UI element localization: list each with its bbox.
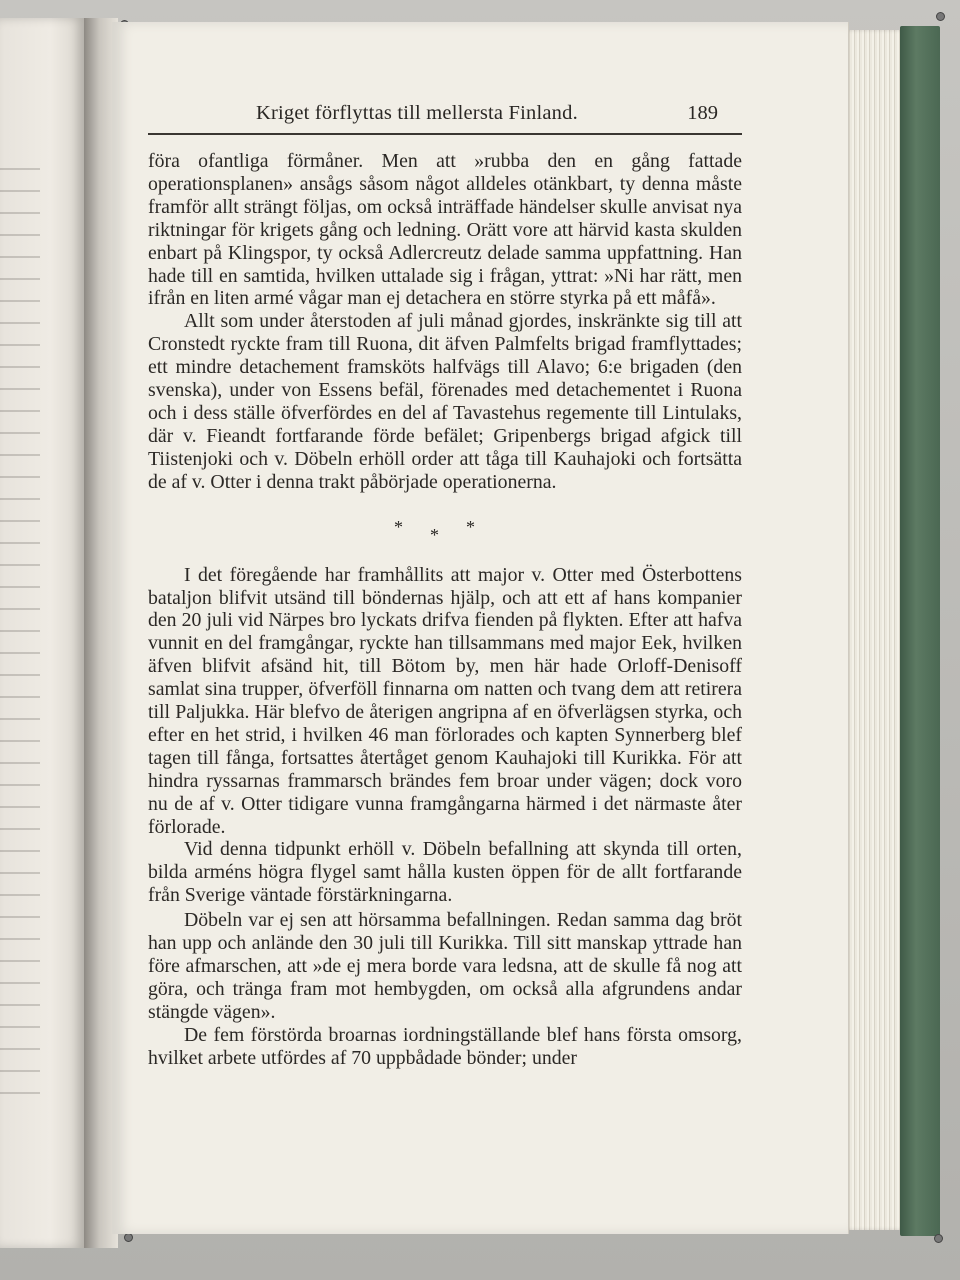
green-book-cover bbox=[900, 26, 940, 1236]
paragraph-1: föra ofantliga förmåner. Men att »rubba den en gång fattade operationsplanen» ansågs såsom något alldeles otänkbart, ty denna måste framför allt strängt följas, om också inträffade händelser skulle anvisat nya riktningar för krigets gång och ledning. Orätt vore att härvid kasta skulden enbart på Klingspor, ty också Adlercreutz delade samma uppfattning. Han hade till en samtida, hvilken uttalade sig i frågan, yttrat: »Ni har rätt, men ifrån en liten armé vågar man ej detachera en större styrka på ett måfå». bbox=[148, 150, 742, 310]
section-separator bbox=[148, 494, 742, 556]
header-rule bbox=[148, 133, 742, 135]
corner-pin-bottom-right bbox=[934, 1234, 943, 1243]
page-block-edge bbox=[842, 30, 904, 1230]
corner-pin-top-right bbox=[936, 12, 945, 21]
book-page bbox=[112, 22, 848, 1234]
page-header bbox=[148, 102, 748, 126]
page-number: 189 bbox=[687, 102, 718, 124]
paragraph-6: De fem förstörda broarnas iordningställande blef hans första omsorg, hvilket arbete utfördes af 70 uppbådade bönder; under bbox=[148, 1023, 742, 1069]
asterisk-3: * bbox=[466, 516, 475, 537]
asterisk-1: * bbox=[394, 516, 403, 537]
left-page-text-fragment bbox=[0, 168, 40, 1108]
paragraph-2: Allt som under återstoden af juli månad gjordes, inskränkte sig till att Cronstedt ryckte fram till Ruona, dit äfven Palmfelts brigad framflyttades; ett mindre detachement framsköts halfvägs till Alavo; 6:e brigaden (den svenska), under von Essens befäl, förenades med detachementet i Ruona och i dess ställe öfverfördes en del af Tavastehus regemente till Lintulaks, där v. Fieandt fortfarande förde befälet; Gripenbergs brigad afgick till Tiistenjoki och v. Döbeln erhöll order att tåga till Kauhajoki och fortsätta de af v. Otter i denna trakt påbörjade operationerna. bbox=[148, 310, 742, 493]
paragraph-5: Döbeln var ej sen att hörsamma befallningen. Redan samma dag bröt han upp och anlände den 30 juli till Kurikka. Till sitt manskap yttrade han före afmarschen, att »de ej mera borde vara ledsna, att de skulle få nog att göra, och tränga fram mot hembygden, om också alla afgrundens andar stängde vägen». bbox=[148, 909, 742, 1023]
paragraph-4: Vid denna tidpunkt erhöll v. Döbeln befallning att skynda till orten, bilda arméns högra flygel samt hålla kusten öppen för de allt fortfarande från Sverige väntade förstärkningarna. bbox=[148, 838, 742, 907]
running-title: Kriget förflyttas till mellersta Finland. bbox=[256, 102, 578, 124]
corner-pin-bottom-left bbox=[124, 1233, 133, 1242]
left-page-edge bbox=[0, 18, 84, 1248]
body-text bbox=[148, 150, 742, 1070]
asterisk-2: * bbox=[430, 524, 439, 545]
paragraph-3: I det föregående har framhållits att major v. Otter med Österbottens bataljon blifvit utsänd till böndernas hjälp, och att ett af hans kompanier den 20 juli vid Närpes bro lyckats drifva fienden på flykten. Efter att hafva vunnit en del framgångar, ryckte han tillsammans med major Eek, hvilken äfven blifvit afsänd hit, till Bötom by, men här hade Orloff-Denisoff samlat sina trupper, öfverföll finnarna om natten och tvang dem att retirera till Paljukka. Här blefvo de återigen angripna af en öfverlägsen styrka, och efter en het strid, i hvilken 46 man förlorades och kapten Synnerberg blef tagen till fånga, fortsattes återtåget genom Kauhajoki till Kurikka. För att hindra ryssarnas frammarsch brändes fem broar under vägen; dock voro nu de af v. Otter tidigare vunna framgångarna härmed i det närmaste åter förlorade. bbox=[148, 563, 742, 838]
